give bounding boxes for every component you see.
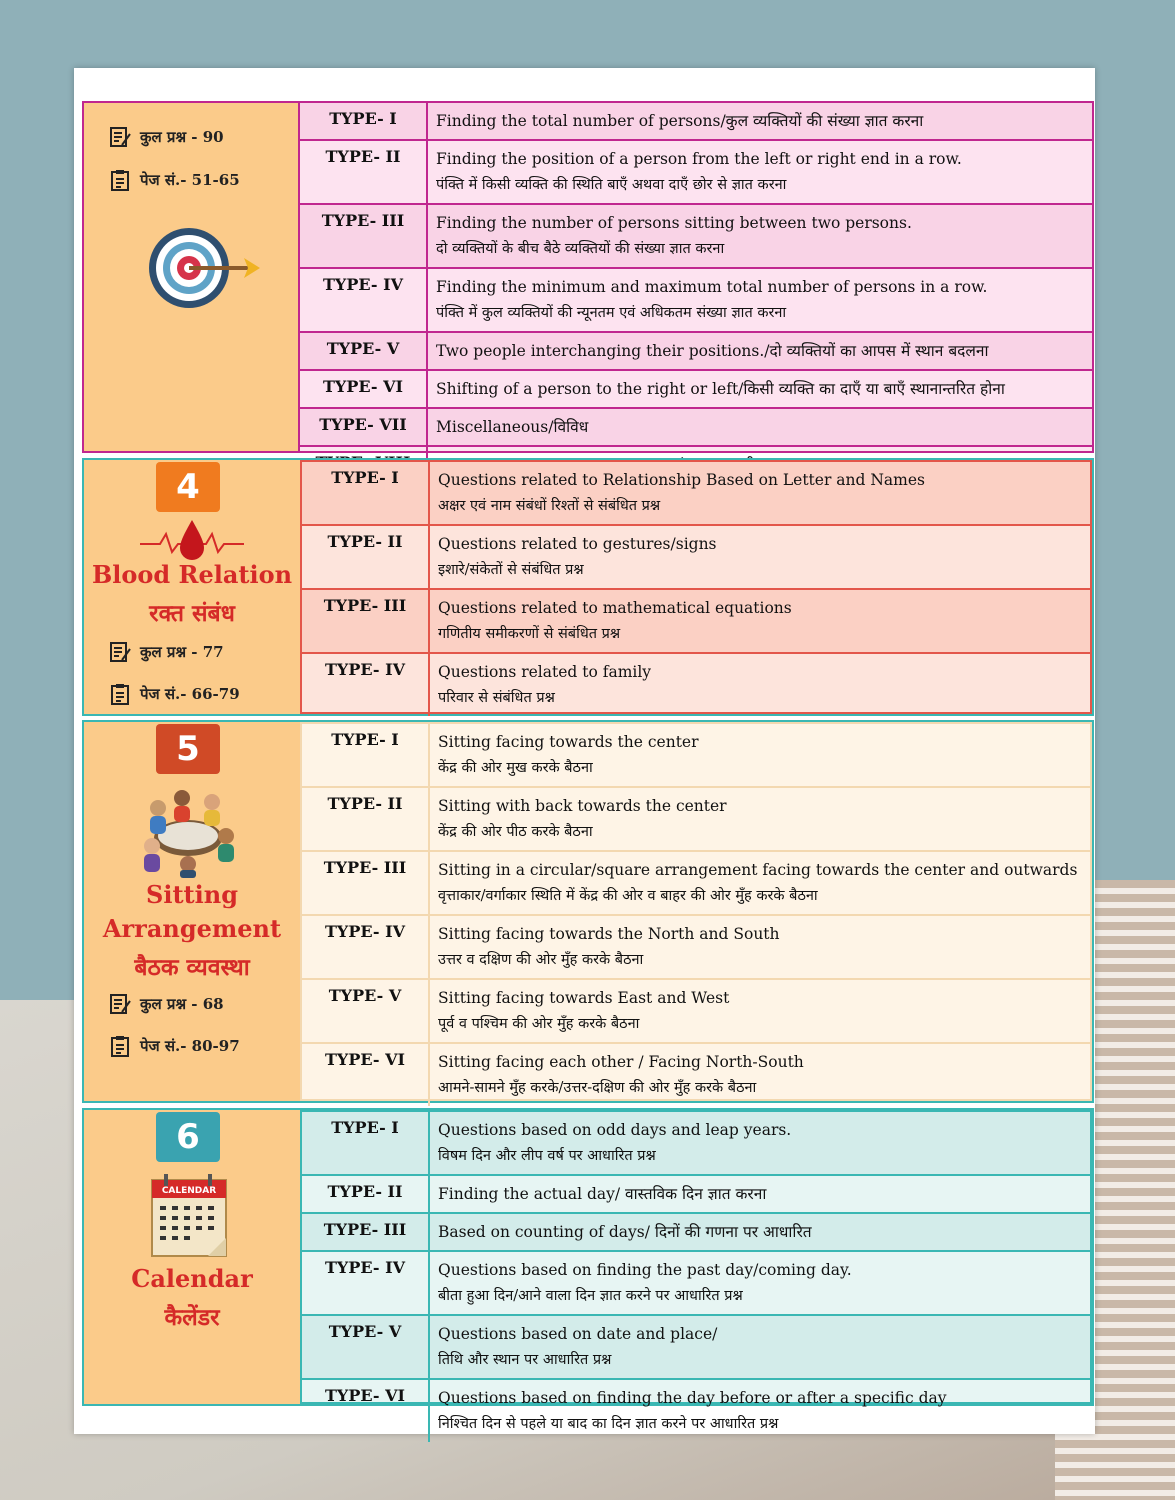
target-icon — [144, 223, 264, 313]
section-title-en: Calendar — [131, 1264, 253, 1293]
type-description — [428, 205, 1092, 267]
section-sitting-arrangement — [82, 720, 1094, 1103]
type-label: TYPE- IV — [302, 916, 430, 978]
type-description — [430, 462, 1090, 524]
total-questions — [108, 992, 224, 1016]
type-label: TYPE- IV — [302, 654, 430, 716]
notepad-icon — [108, 992, 132, 1016]
type-description — [430, 1044, 1090, 1106]
description-hi: निश्चित दिन से पहले या बाद का दिन ज्ञात करने पर आधारित प्रश्न — [438, 1416, 779, 1432]
page-range-label: पेज सं.- 80-97 — [140, 1037, 240, 1055]
type-label: TYPE- III — [300, 205, 428, 267]
chapter-number: 6 — [156, 1112, 220, 1162]
page-range — [108, 168, 240, 192]
chapter-number: 5 — [156, 724, 220, 774]
description-en: Questions related to mathematical equations — [438, 599, 792, 617]
type-list — [300, 1110, 1092, 1432]
notepad-icon — [108, 640, 132, 664]
total-questions — [108, 640, 224, 664]
type-label: TYPE- I — [300, 103, 428, 139]
type-row — [302, 1174, 1090, 1212]
description-hi: केंद्र की ओर पीठ करके बैठना — [438, 824, 593, 840]
section-blood-relation — [82, 458, 1094, 716]
description-en: Sitting in a circular/square arrangement facing towards the center and outwards — [438, 861, 1078, 879]
type-row — [300, 331, 1092, 369]
blood-drop-icon — [140, 518, 244, 560]
total-questions-label: कुल प्रश्न - 90 — [140, 128, 224, 146]
page-range-label: पेज सं.- 51-65 — [140, 171, 240, 189]
type-row — [300, 267, 1092, 331]
type-row — [302, 786, 1090, 850]
description-en: Sitting with back towards the center — [438, 797, 727, 815]
type-description — [430, 724, 1090, 786]
description-hi: बीता हुआ दिन/आने वाला दिन ज्ञात करने पर आधारित प्रश्न — [438, 1288, 743, 1304]
section-title-hi: बैठक व्यवस्था — [134, 954, 250, 981]
type-label: TYPE- V — [300, 333, 428, 369]
description-hi: आमने-सामने मुँह करके/उत्तर-दक्षिण की ओर मुँह करके बैठना — [438, 1080, 757, 1096]
type-label: TYPE- I — [302, 462, 430, 524]
description-en: Shifting of a person to the right or left/किसी व्यक्ति का दाएँ या बाएँ स्थानान्तरित होना — [436, 380, 1005, 398]
description-en: Questions based on finding the day before or after a specific day — [438, 1389, 947, 1407]
section-title-en: Blood Relation — [91, 560, 293, 589]
type-label: TYPE- II — [302, 788, 430, 850]
type-row — [300, 139, 1092, 203]
description-hi: अक्षर एवं नाम संबंधों रिश्तों से संबंधित प्रश्न — [438, 498, 661, 514]
description-hi: तिथि और स्थान पर आधारित प्रश्न — [438, 1352, 612, 1368]
description-en: Finding the number of persons sitting between two persons. — [436, 214, 912, 232]
type-list — [300, 722, 1092, 1101]
type-label: TYPE- IV — [300, 269, 428, 331]
description-en: Two people interchanging their positions./दो व्यक्तियों का आपस में स्थान बदलना — [436, 342, 989, 360]
description-hi: दो व्यक्तियों के बीच बैठे व्यक्तियों की संख्या ज्ञात करना — [436, 241, 725, 257]
description-en: Questions related to gestures/signs — [438, 535, 717, 553]
type-description — [430, 916, 1090, 978]
type-label: TYPE- III — [302, 852, 430, 914]
type-label: TYPE- VI — [300, 371, 428, 407]
section-calendar — [82, 1108, 1094, 1432]
type-row — [302, 1212, 1090, 1250]
type-description — [430, 788, 1090, 850]
description-en: Questions related to Relationship Based on Letter and Names — [438, 471, 925, 489]
type-description — [430, 1316, 1090, 1378]
description-en: Finding the position of a person from the left or right end in a row. — [436, 150, 962, 168]
type-label: TYPE- I — [302, 1112, 430, 1174]
type-label: TYPE- II — [300, 141, 428, 203]
page-range — [108, 1034, 240, 1058]
clipboard-icon — [108, 682, 132, 706]
people-at-table-icon — [136, 782, 240, 878]
description-en: Questions based on odd days and leap years. — [438, 1121, 792, 1139]
description-hi: गणितीय समीकरणों से संबंधित प्रश्न — [438, 626, 621, 642]
description-en: Finding the total number of persons/कुल व्यक्तियों की संख्या ज्ञात करना — [436, 112, 924, 130]
total-questions — [108, 125, 224, 149]
description-hi: परिवार से संबंधित प्रश्न — [438, 690, 555, 706]
chapter-number: 4 — [156, 462, 220, 512]
type-description — [428, 269, 1092, 331]
type-label: TYPE- VI — [302, 1044, 430, 1106]
description-hi: वृत्ताकार/वर्गाकार स्थिति में केंद्र की ओर व बाहर की ओर मुँह करके बैठना — [438, 888, 818, 904]
type-description — [428, 409, 1092, 445]
type-label: TYPE- IV — [302, 1252, 430, 1314]
description-en: Questions related to family — [438, 663, 652, 681]
section-title-hi: रक्त संबंध — [149, 600, 235, 627]
notepad-icon — [108, 125, 132, 149]
description-hi: पंक्ति में कुल व्यक्तियों की न्यूनतम एवं अधिकतम संख्या ज्ञात करना — [436, 305, 787, 321]
type-row — [300, 103, 1092, 139]
type-row — [302, 1112, 1090, 1174]
type-row — [300, 203, 1092, 267]
total-questions-label: कुल प्रश्न - 77 — [140, 643, 224, 661]
description-hi: पूर्व व पश्चिम की ओर मुँह करके बैठना — [438, 1016, 640, 1032]
description-hi: पंक्ति में किसी व्यक्ति की स्थिति बाएँ अथवा दाएँ छोर से ज्ञात करना — [436, 177, 787, 193]
type-description — [430, 852, 1090, 914]
type-row — [302, 1378, 1090, 1442]
total-questions-label: कुल प्रश्न - 68 — [140, 995, 224, 1013]
description-en: Sitting facing towards the North and South — [438, 925, 780, 943]
section-side-panel — [84, 103, 300, 451]
type-label: TYPE- VII — [300, 409, 428, 445]
type-description — [428, 333, 1092, 369]
description-en: Finding the minimum and maximum total number of persons in a row. — [436, 278, 988, 296]
type-label: TYPE- VI — [302, 1380, 430, 1442]
type-row — [302, 588, 1090, 652]
description-hi: उत्तर व दक्षिण की ओर मुँह करके बैठना — [438, 952, 644, 968]
type-description — [428, 371, 1092, 407]
description-hi: इशारे/संकेतों से संबंधित प्रश्न — [438, 562, 584, 578]
section-ranking — [82, 101, 1094, 453]
type-list — [300, 103, 1092, 451]
description-hi: विषम दिन और लीप वर्ष पर आधारित प्रश्न — [438, 1148, 656, 1164]
type-description — [430, 526, 1090, 588]
description-en: Questions based on finding the past day/coming day. — [438, 1261, 852, 1279]
section-side-panel — [84, 722, 300, 1101]
type-row — [300, 407, 1092, 445]
clipboard-icon — [108, 1034, 132, 1058]
type-label: TYPE- II — [302, 526, 430, 588]
type-description — [430, 1252, 1090, 1314]
type-description — [430, 654, 1090, 716]
calendar-icon — [150, 1172, 234, 1262]
description-en: Questions based on date and place/ — [438, 1325, 718, 1343]
description-en: Sitting facing towards East and West — [438, 989, 730, 1007]
type-description — [430, 1214, 1090, 1250]
type-row — [302, 1314, 1090, 1378]
description-en: Sitting facing towards the center — [438, 733, 699, 751]
type-row — [302, 462, 1090, 524]
section-side-panel — [84, 1110, 300, 1404]
type-description — [430, 1112, 1090, 1174]
section-side-panel — [84, 460, 300, 714]
section-title-en-line2: Arrangement — [102, 914, 282, 943]
clipboard-icon — [108, 168, 132, 192]
type-row — [302, 652, 1090, 716]
type-label: TYPE- I — [302, 724, 430, 786]
type-list — [300, 460, 1092, 714]
type-row — [302, 978, 1090, 1042]
type-description — [430, 1380, 1090, 1442]
type-row — [302, 850, 1090, 914]
type-label: TYPE- V — [302, 1316, 430, 1378]
description-hi: केंद्र की ओर मुख करके बैठना — [438, 760, 593, 776]
calendar-icon-label: CALENDAR — [161, 1186, 217, 1196]
page-range-label: पेज सं.- 66-79 — [140, 685, 240, 703]
type-label: TYPE- III — [302, 1214, 430, 1250]
type-row — [300, 369, 1092, 407]
type-row — [302, 1250, 1090, 1314]
type-row — [302, 914, 1090, 978]
type-description — [430, 1176, 1090, 1212]
type-description — [430, 980, 1090, 1042]
type-description — [428, 103, 1092, 139]
type-label: TYPE- III — [302, 590, 430, 652]
type-row — [302, 724, 1090, 786]
description-en: Miscellaneous/विविध — [436, 418, 589, 436]
type-description — [430, 590, 1090, 652]
description-en: Based on counting of days/ दिनों की गणना पर आधारित — [438, 1223, 812, 1241]
section-title-en-line1: Sitting — [146, 880, 238, 909]
type-label: TYPE- II — [302, 1176, 430, 1212]
description-en: Finding the actual day/ वास्तविक दिन ज्ञात करना — [438, 1185, 767, 1203]
type-label: TYPE- V — [302, 980, 430, 1042]
type-row — [302, 524, 1090, 588]
type-row — [302, 1042, 1090, 1106]
type-description — [428, 141, 1092, 203]
page-range — [108, 682, 240, 706]
description-en: Sitting facing each other / Facing North-South — [438, 1053, 804, 1071]
section-title-hi: कैलेंडर — [164, 1304, 220, 1331]
